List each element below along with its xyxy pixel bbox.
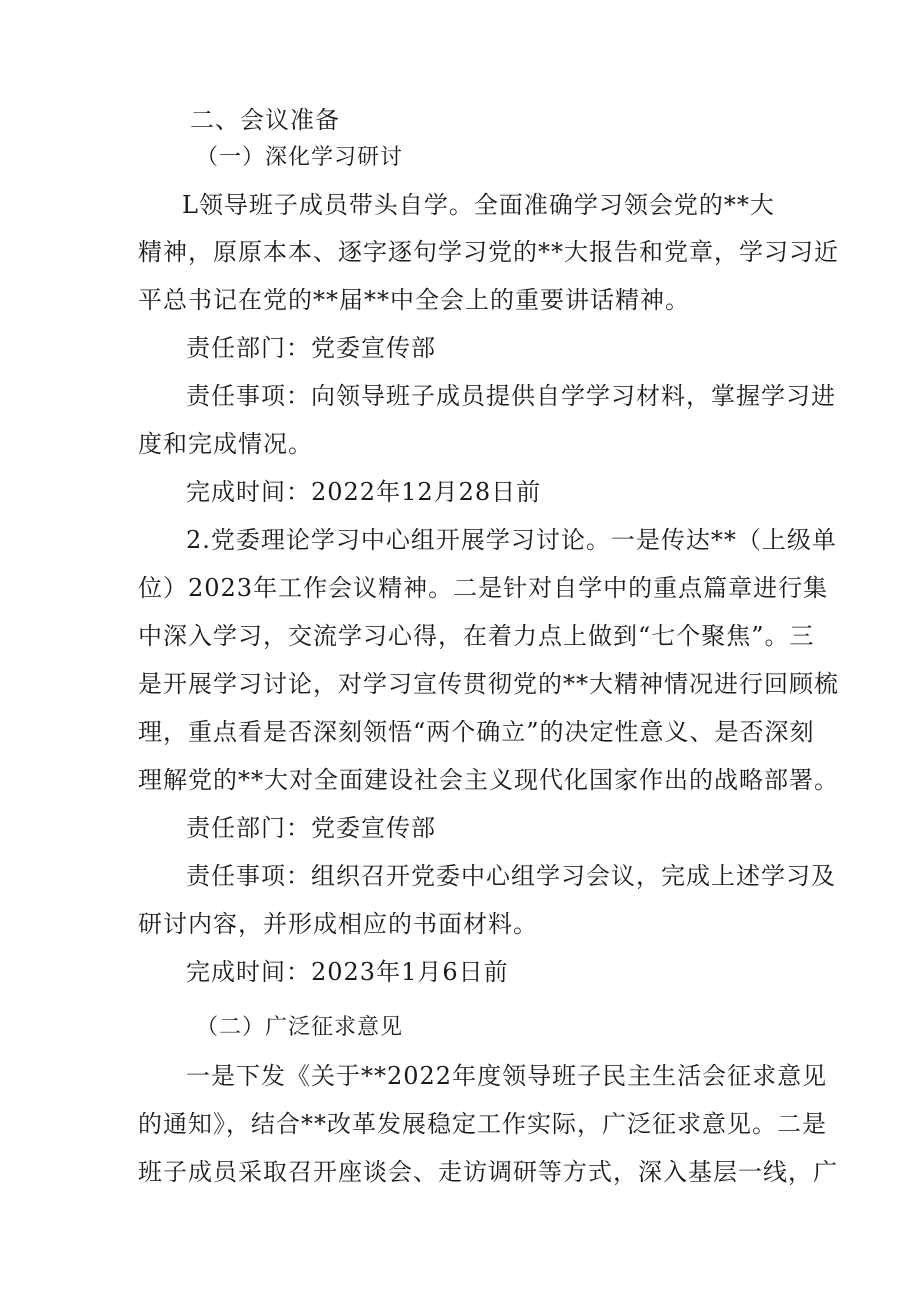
paragraph-line: 一是下发《关于**2022年度领导班子民主生活会征求意见 xyxy=(186,1062,828,1090)
paragraph-line: 位）2023年工作会议精神。二是针对自学中的重点篇章进行集 xyxy=(138,574,829,602)
completion-time: 完成时间：2023年1月6日前 xyxy=(186,958,509,986)
paragraph-line: 的通知》，结合**改革发展稳定工作实际，广泛征求意见。二是 xyxy=(138,1110,827,1138)
subsection-heading-1: （一）深化学习研讨 xyxy=(196,145,404,170)
section-heading: 二、会议准备 xyxy=(190,106,340,134)
paragraph-line: 责任事项：向领导班子成员提供自学学习材料，掌握学习进 xyxy=(186,382,836,410)
paragraph-line: 研讨内容，并形成相应的书面材料。 xyxy=(138,910,538,938)
paragraph-line: 中深入学习，交流学习心得，在着力点上做到“七个聚焦”。三 xyxy=(138,622,815,650)
paragraph-line: 理，重点看是否深刻领悟“两个确立”的决定性意义、是否深刻 xyxy=(138,718,815,746)
responsible-department: 责任部门：党委宣传部 xyxy=(186,814,436,842)
responsible-department: 责任部门：党委宣传部 xyxy=(186,334,436,362)
paragraph-line: 班子成员采取召开座谈会、走访调研等方式，深入基层一线，广 xyxy=(138,1158,838,1186)
paragraph-line: 是开展学习讨论，对学习宣传贯彻党的**大精神情况进行回顾梳 xyxy=(138,670,839,698)
subsection-heading-2: （二）广泛征求意见 xyxy=(196,1015,404,1040)
completion-time: 完成时间：2022年12月28日前 xyxy=(186,478,542,506)
paragraph-line: 精神，原原本本、逐字逐句学习党的**大报告和党章，学习习近 xyxy=(138,238,839,266)
paragraph-line: 平总书记在党的**届**中全会上的重要讲话精神。 xyxy=(138,286,690,314)
paragraph-line: 度和完成情况。 xyxy=(138,430,313,458)
paragraph-line: 理解党的**大对全面建设社会主义现代化国家作出的战略部署。 xyxy=(138,766,839,794)
paragraph-line: 2.党委理论学习中心组开展学习讨论。一是传达**（上级单 xyxy=(186,526,837,554)
paragraph-line: 责任事项：组织召开党委中心组学习会议，完成上述学习及 xyxy=(186,862,836,890)
paragraph-line: L领导班子成员带头自学。全面准确学习领会党的**大 xyxy=(182,191,775,219)
